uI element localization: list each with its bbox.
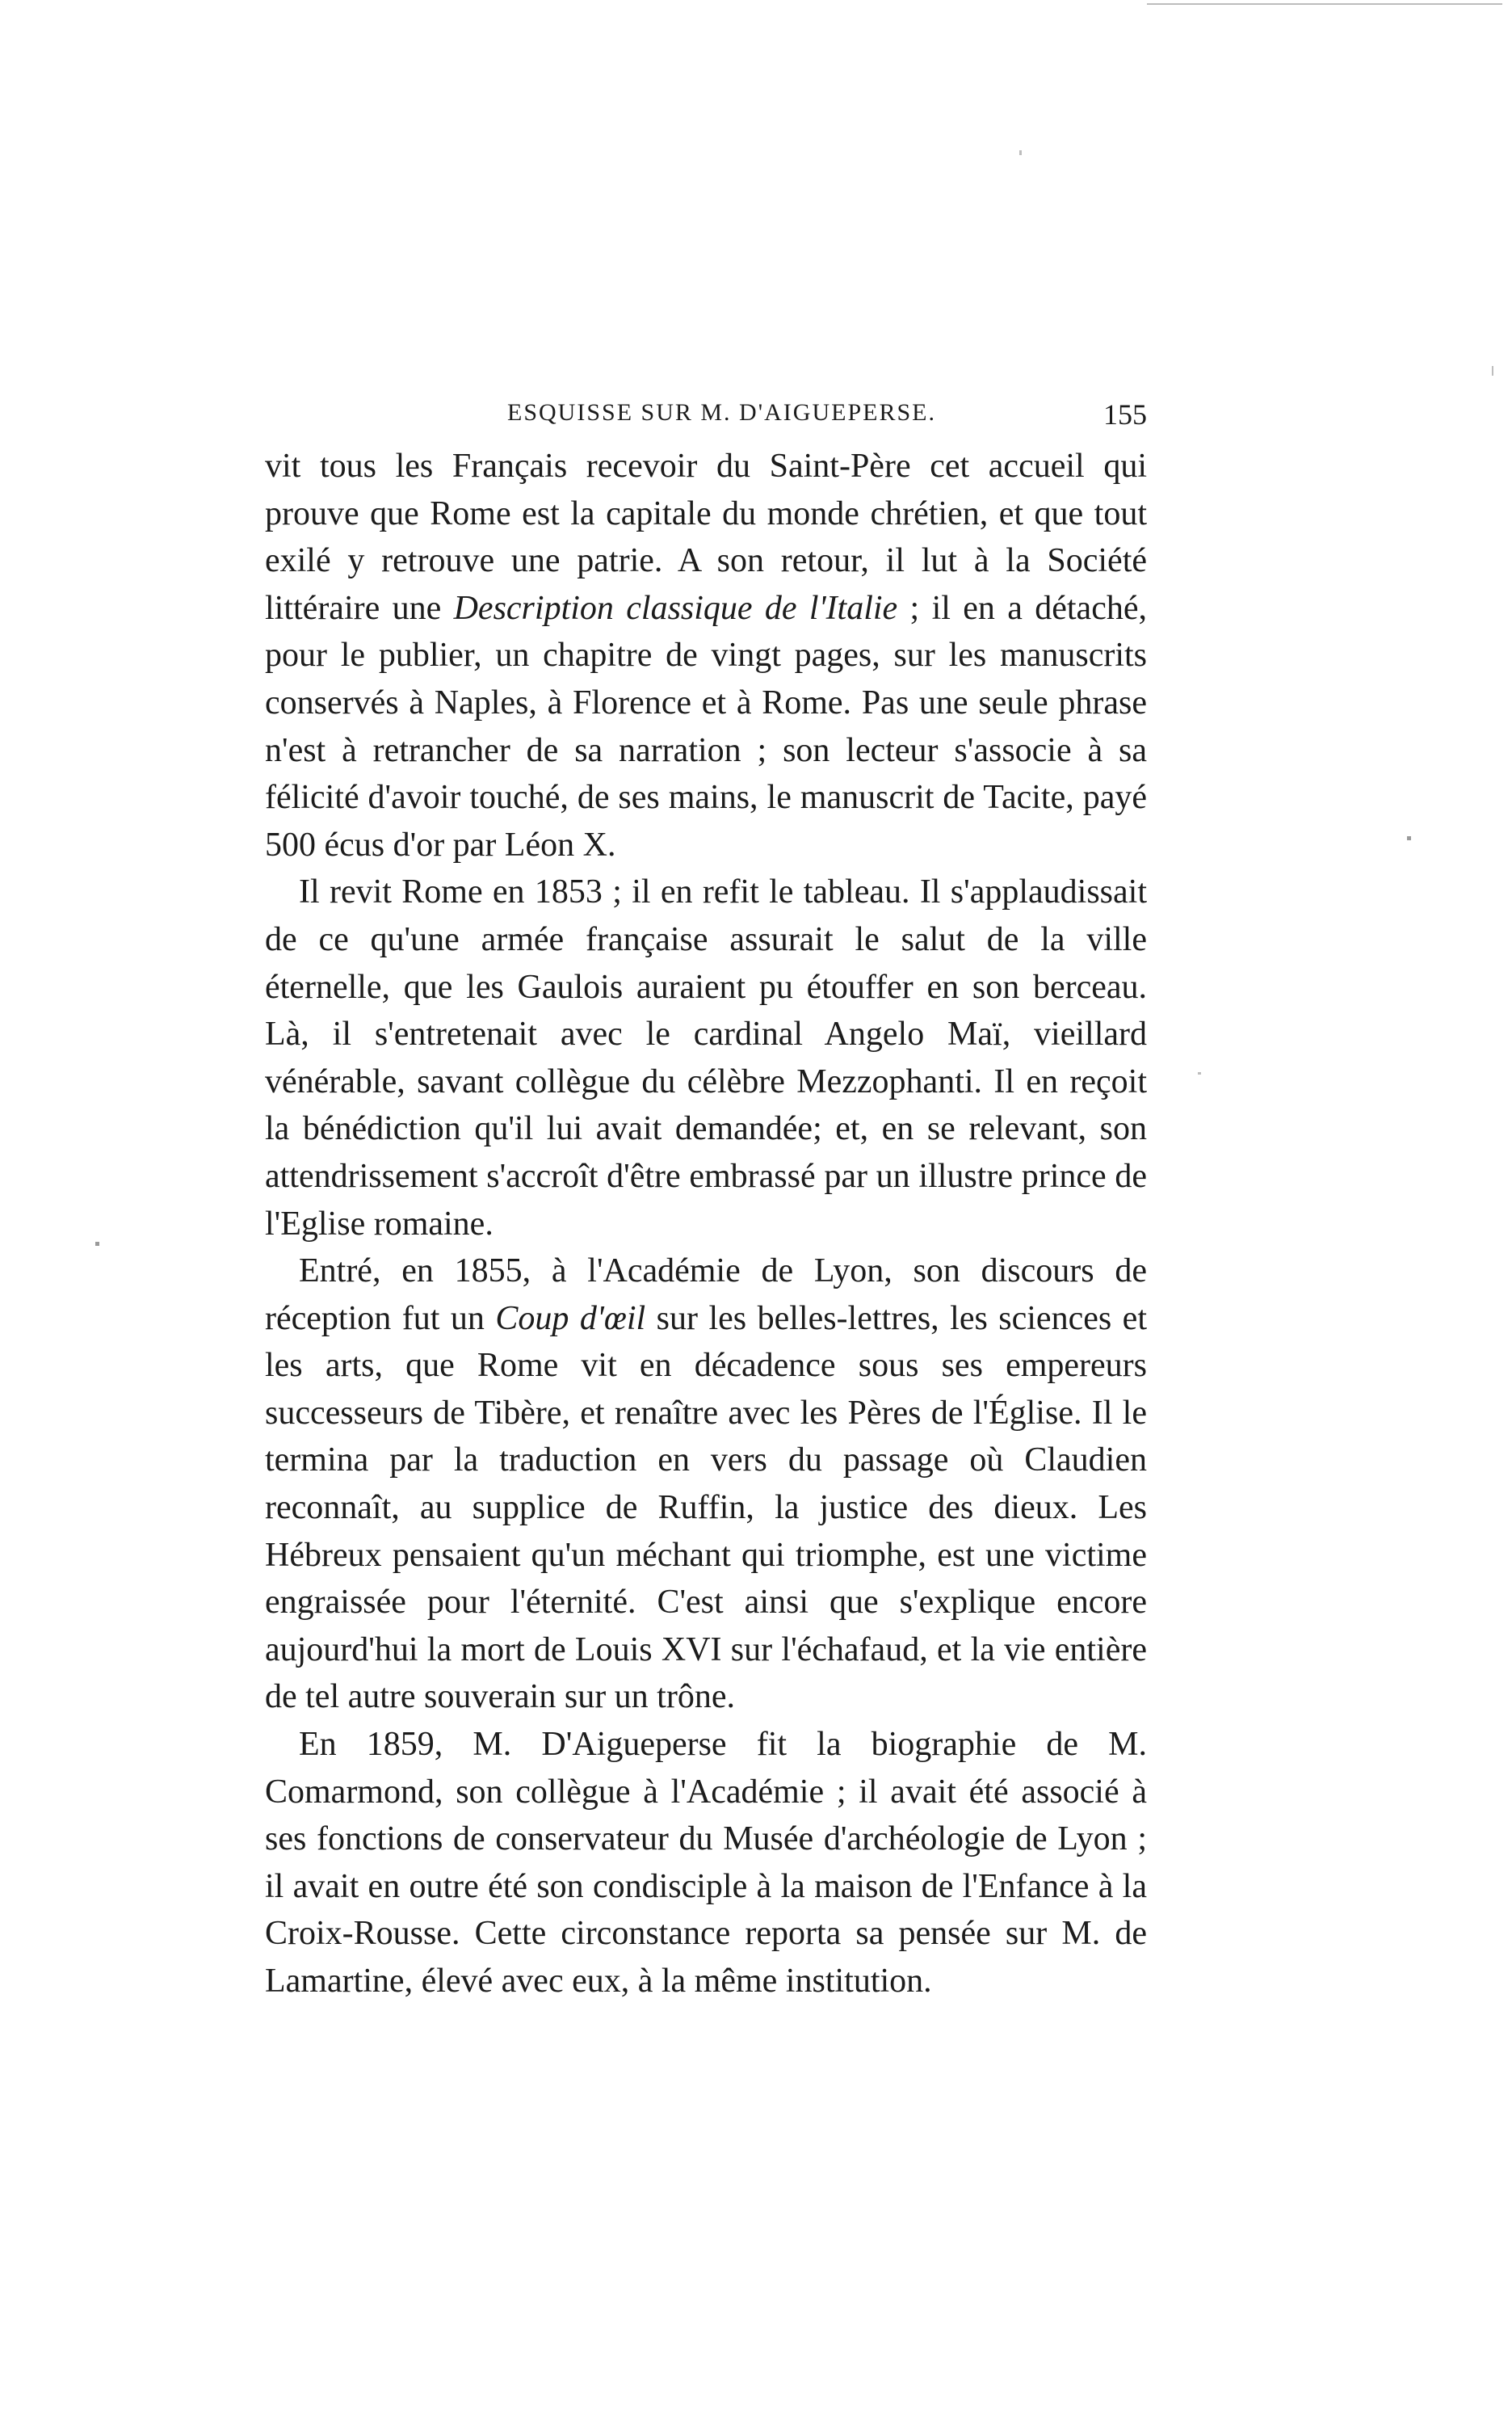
paragraph: [265, 1247, 1147, 1721]
scan-speck: [1407, 836, 1411, 840]
book-title: Description classique de l'Italie: [453, 589, 898, 627]
page-number: 155: [1103, 398, 1147, 431]
scan-speck: [1492, 366, 1493, 376]
discourse-title: Coup d'œil: [495, 1299, 646, 1337]
text-run: En 1859, M. D'Aigueperse fit la biographie de M. Comarmond, son collègue à l'Académie ; il avait été associé à ses fonctions de conservateur du Musée d'archéologie de Lyon ; il avait en outre été son condisciple à la maison de l'Enfance à la Croix-Rousse. Cette circonstance reporta sa pensée sur M. de Lamartine, élevé avec eux, à la même institution.: [265, 1726, 1147, 2000]
scan-speck: [1198, 1072, 1201, 1075]
text-run: ; il en a détaché, pour le publier, un chapitre de vingt pages, sur les manuscrits conservés à Naples, à Florence et à Rome. Pas une seule phrase n'est à retrancher de sa narration ; son lecteur s'associe à sa félicité d'avoir touché, de ses mains, le manuscrit de Tacite, payé 500 écus d'or par Léon X.: [265, 589, 1147, 864]
page-header: [265, 398, 1147, 433]
paragraph: [265, 869, 1147, 1247]
text-run: Entré, en 1855, à l'Académie de Lyon, son discours de réception fut un: [265, 1252, 1147, 1337]
text-run: vit tous les Français recevoir du Saint-Père cet accueil qui prouve que Rome est la capitale du monde chrétien, et que tout exilé y retrouve une patrie. A son retour, il lut à la Société littéraire une: [265, 448, 1147, 627]
scan-speck: [1019, 150, 1022, 155]
text-run: sur les belles-lettres, les sciences et les arts, que Rome vit en décadence sous ses empereurs successeurs de Tibère, et renaître avec les Pères de l'Église. Il le termina par la traduction en vers du passage où Claudien reconnaît, au supplice de Ruffin, la justice des dieux. Les Hébreux pensaient qu'un méchant qui triomphe, est une victime engraissée pour l'éternité. C'est ainsi que s'explique encore aujourd'hui la mort de Louis XVI sur l'échafaud, et la vie entière de tel autre souverain sur un trône.: [265, 1299, 1147, 1716]
paragraph: [265, 1721, 1147, 2005]
scan-speck: [95, 1242, 99, 1246]
body-text: [265, 443, 1147, 2005]
scan-edge-line: [1147, 3, 1502, 5]
text-run: Il revit Rome en 1853 ; il en refit le tableau. Il s'applaudissait de ce qu'une armée française assurait le salut de la ville éternelle, que les Gaulois auraient pu étouffer en son berceau. Là, il s'entretenait avec le cardinal Angelo Maï, vieillard vénérable, savant collègue du célèbre Mezzophanti. Il en reçoit la bénédiction qu'il lui avait demandée; et, en se relevant, son attendrissement s'accroît d'être embrassé par un illustre prince de l'Eglise romaine.: [265, 873, 1147, 1243]
paragraph: [265, 443, 1147, 869]
running-head: ESQUISSE SUR M. D'AIGUEPERSE.: [507, 399, 936, 426]
